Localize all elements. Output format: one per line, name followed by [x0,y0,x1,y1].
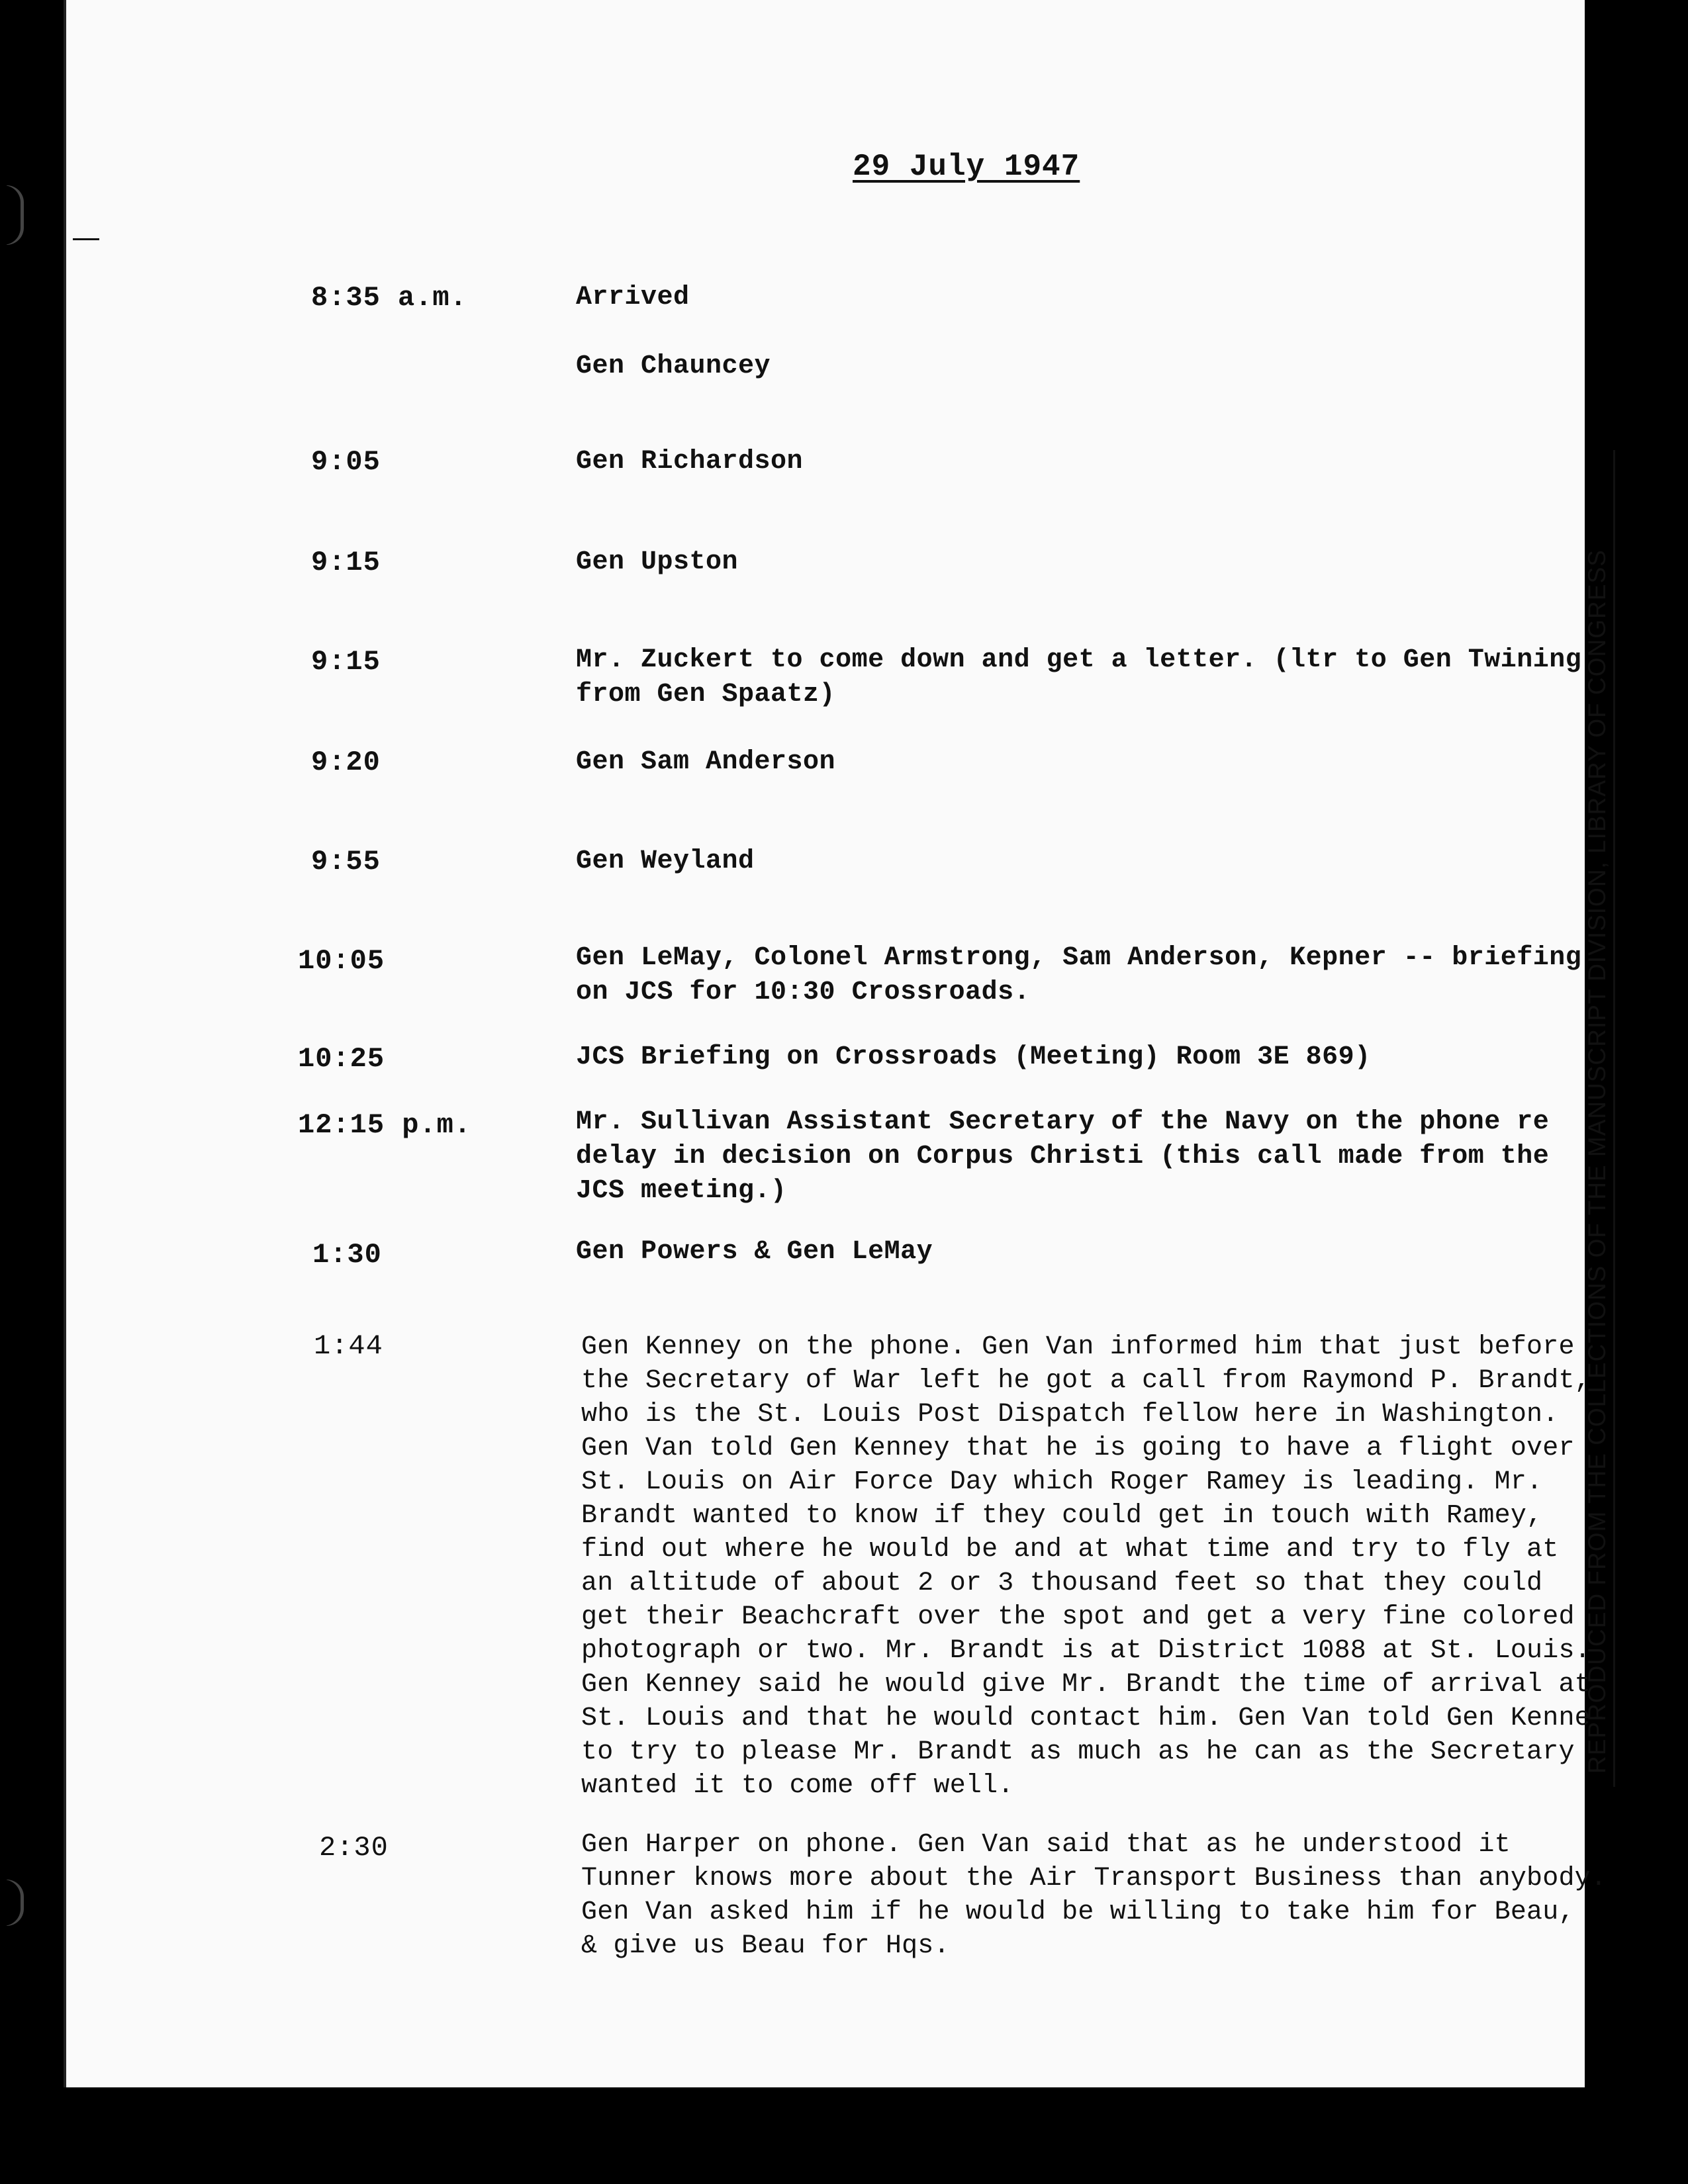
entry-text: Gen Weyland [576,846,755,876]
entry-time: 9:20 [311,747,381,778]
entry-text: Mr. Sullivan Assistant Secretary of the Navy on the phone re delay in decision on Corpus Christi (this call made from the JCS meeting.) [576,1107,1550,1206]
entry-time: 9:15 [311,547,381,578]
entry-time: 1:44 [314,1330,383,1362]
entry-time: 10:05 [298,945,385,977]
margin-tick [73,238,99,240]
entry-text: JCS Briefing on Crossroads (Meeting) Room 3E 869) [576,1042,1371,1072]
entry-text: Gen LeMay, Colonel Armstrong, Sam Anderson, Kepner -- briefing on JCS for 10:30 Crossroads. [576,943,1582,1007]
binding-mark [7,185,24,245]
entry-time: 1:30 [312,1239,382,1271]
entry-time: 10:25 [298,1043,385,1075]
entry-time: 9:05 [311,446,381,478]
entry-text: Gen Sam Anderson [576,747,836,777]
entry-text: Gen Upston [576,547,739,577]
entry-text: Gen Powers & Gen LeMay [576,1237,933,1267]
document-date: 29 July 1947 [853,150,1080,184]
entry-time: 12:15 p.m. [298,1109,472,1141]
entry-text: Gen Kenney on the phone. Gen Van informed him that just before the Secretary of War left he got a call from Raymond P. Brandt, who is the St. Louis Post Dispatch fellow here in Washington. Gen Van told Gen Kenney that he is going to have a flight over St. Louis on Air Force Day which Roger Ramey is leading. Mr. Brandt wanted to know if they could get in touch with Ramey, find out where he would be and at what time and try to fly at an altitude of about 2 or 3 thousand feet so that they could get their Beachcraft over the spot and get a very fine colored photograph or two. Mr. Brandt is at District 1088 at St. Louis. Gen Kenney said he would give Mr. Brandt the time of arrival at St. Louis and that he would contact him. Gen Van told Gen Kenne- to try to please Mr. Brandt as much as he can as the Secretary wanted it to come off well. [581,1332,1607,1801]
stamp-rule [1613,450,1615,1787]
archive-stamp: REPRODUCED FROM THE COLLECTIONS OF THE MANUSCRIPT DIVISION, LIBRARY OF CONGRESS [1583,549,1611,1774]
entry-time: 2:30 [319,1832,389,1864]
entry-text: Arrived Gen Chauncey [576,283,771,381]
binding-mark [7,1880,24,1926]
entry-text: Gen Richardson [576,447,804,477]
entry-time: 9:55 [311,846,381,878]
entry-text: Mr. Zuckert to come down and get a letter. (ltr to Gen Twining from Gen Spaatz) [576,645,1582,709]
entry-text: Gen Harper on phone. Gen Van said that as he understood it Tunner knows more about the Air Transport Business than anybody. Gen Van asked him if he would be willing to take him for Beau, & give us Beau for Hqs. [581,1830,1607,1961]
entry-time: 9:15 [311,646,381,678]
entry-time: 8:35 a.m. [311,282,467,314]
